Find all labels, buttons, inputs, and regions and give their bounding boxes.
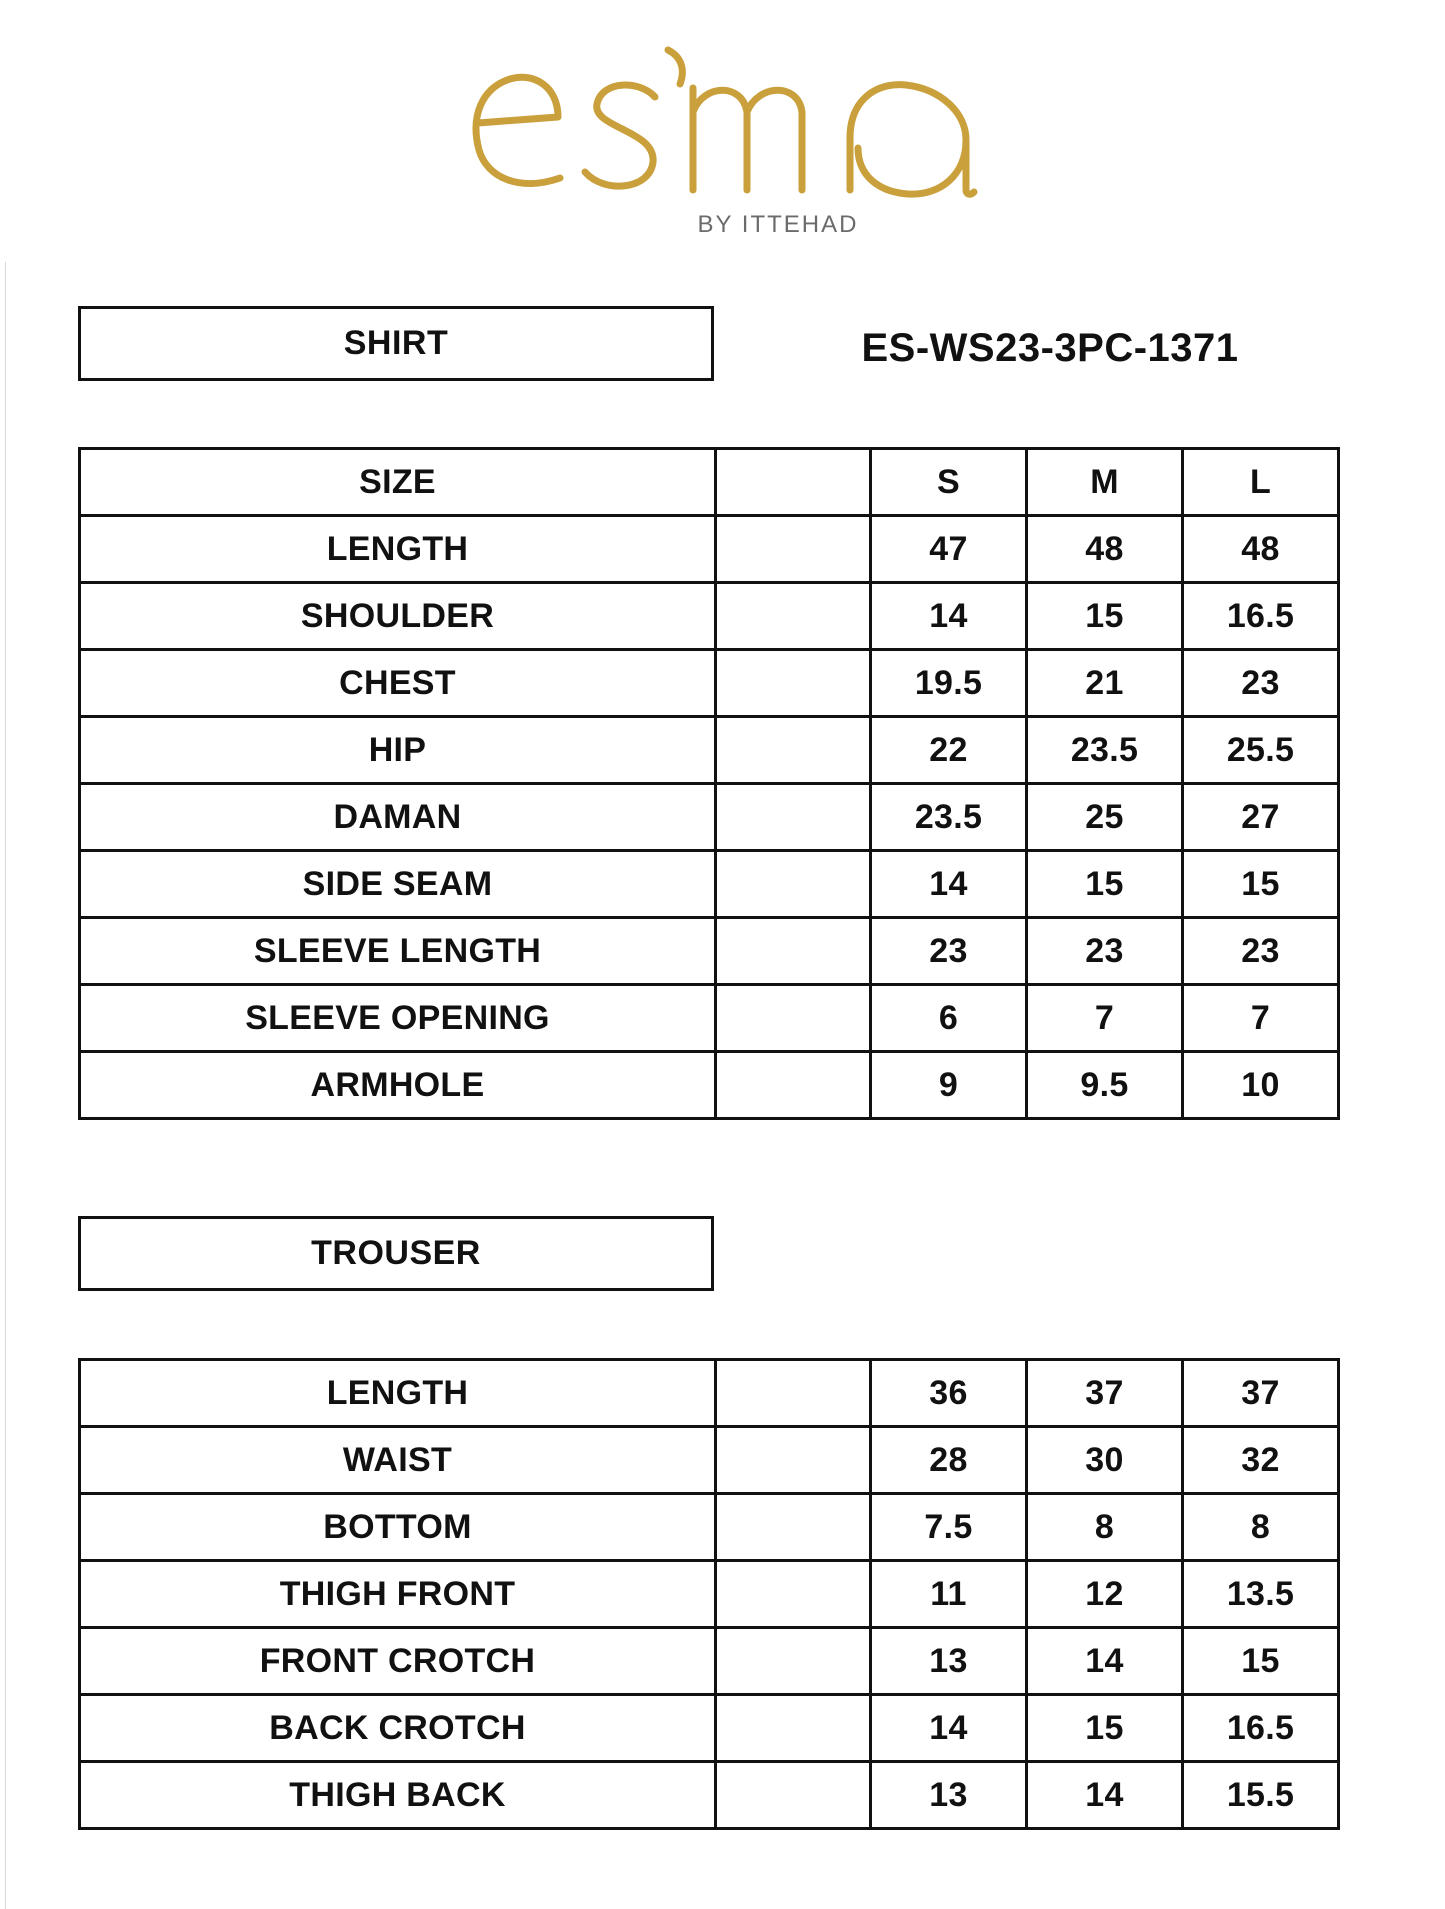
table-row: [80, 918, 1339, 985]
measure-value: 47: [871, 516, 1027, 583]
measure-label: HIP: [80, 717, 716, 784]
measure-value: 32: [1183, 1427, 1339, 1494]
blank-cell: [716, 1695, 871, 1762]
table-row: [80, 1494, 1339, 1561]
measure-value: 8: [1183, 1494, 1339, 1561]
measure-value: 14: [871, 1695, 1027, 1762]
product-code: ES-WS23-3PC-1371: [861, 325, 1239, 370]
blank-cell: [716, 1561, 871, 1628]
measure-label: ARMHOLE: [80, 1052, 716, 1119]
blank-cell: [716, 985, 871, 1052]
blank-cell: [716, 918, 871, 985]
measure-value: 15.5: [1183, 1762, 1339, 1829]
table-row: [80, 1762, 1339, 1829]
table-row: [80, 1628, 1339, 1695]
blank-cell: [716, 1360, 871, 1427]
blank-cell: [716, 650, 871, 717]
shirt-size-table: [78, 447, 1340, 1120]
measure-label: FRONT CROTCH: [80, 1628, 716, 1695]
measure-value: 25.5: [1183, 717, 1339, 784]
measure-value: 37: [1027, 1360, 1183, 1427]
measure-value: 23.5: [871, 784, 1027, 851]
measure-value: 23: [1183, 918, 1339, 985]
measure-value: 37: [1183, 1360, 1339, 1427]
size-header-label: SIZE: [80, 449, 716, 516]
measure-label: LENGTH: [80, 516, 716, 583]
measure-value: 13: [871, 1762, 1027, 1829]
measure-value: 48: [1027, 516, 1183, 583]
size-header-m: M: [1027, 449, 1183, 516]
measure-value: 14: [871, 583, 1027, 650]
brand-logo: [0, 0, 1445, 250]
measure-value: 23: [871, 918, 1027, 985]
measure-label: SIDE SEAM: [80, 851, 716, 918]
measure-value: 8: [1027, 1494, 1183, 1561]
measure-value: 15: [1183, 1628, 1339, 1695]
measure-value: 15: [1027, 1695, 1183, 1762]
measure-value: 48: [1183, 516, 1339, 583]
measure-label: LENGTH: [80, 1360, 716, 1427]
measure-value: 19.5: [871, 650, 1027, 717]
blank-cell: [716, 717, 871, 784]
table-row: [80, 784, 1339, 851]
measure-value: 25: [1027, 784, 1183, 851]
measure-value: 30: [1027, 1427, 1183, 1494]
measure-value: 28: [871, 1427, 1027, 1494]
measure-value: 7: [1027, 985, 1183, 1052]
measure-value: 23.5: [1027, 717, 1183, 784]
measure-value: 15: [1027, 583, 1183, 650]
measure-label: SLEEVE LENGTH: [80, 918, 716, 985]
size-header-l: L: [1183, 449, 1339, 516]
measure-label: SHOULDER: [80, 583, 716, 650]
table-row: [80, 985, 1339, 1052]
measure-value: 16.5: [1183, 583, 1339, 650]
table-row: [80, 516, 1339, 583]
measure-value: 21: [1027, 650, 1183, 717]
measure-value: 10: [1183, 1052, 1339, 1119]
blank-cell: [716, 1052, 871, 1119]
measure-value: 11: [871, 1561, 1027, 1628]
measure-value: 12: [1027, 1561, 1183, 1628]
blank-cell: [716, 1494, 871, 1561]
blank-cell: [716, 784, 871, 851]
measure-value: 15: [1183, 851, 1339, 918]
esma-logo-mark: [0, 0, 1445, 250]
size-header-s: S: [871, 449, 1027, 516]
measure-value: 27: [1183, 784, 1339, 851]
blank-cell: [716, 516, 871, 583]
table-row: [80, 1360, 1339, 1427]
measure-value: 9: [871, 1052, 1027, 1119]
table-header-row: [80, 449, 1339, 516]
measure-value: 14: [871, 851, 1027, 918]
measure-value: 14: [1027, 1762, 1183, 1829]
table-row: [80, 851, 1339, 918]
measure-value: 15: [1027, 851, 1183, 918]
measure-label: BOTTOM: [80, 1494, 716, 1561]
measure-value: 6: [871, 985, 1027, 1052]
page-left-rule: [5, 262, 6, 1909]
table-row: [80, 1052, 1339, 1119]
table-row: [80, 1561, 1339, 1628]
shirt-title: SHIRT: [343, 324, 449, 362]
measure-value: 14: [1027, 1628, 1183, 1695]
trouser-size-table: [78, 1358, 1340, 1830]
blank-cell: [716, 1628, 871, 1695]
measure-value: 36: [871, 1360, 1027, 1427]
trouser-title-box: [78, 1216, 714, 1291]
measure-label: DAMAN: [80, 784, 716, 851]
measure-value: 7.5: [871, 1494, 1027, 1561]
measure-label: THIGH BACK: [80, 1762, 716, 1829]
measure-value: 9.5: [1027, 1052, 1183, 1119]
table-row: [80, 1427, 1339, 1494]
measure-value: 13.5: [1183, 1561, 1339, 1628]
measure-value: 23: [1027, 918, 1183, 985]
blank-cell: [716, 449, 871, 516]
blank-cell: [716, 1427, 871, 1494]
brand-tagline: BY ITTEHAD: [697, 211, 859, 238]
measure-value: 13: [871, 1628, 1027, 1695]
measure-value: 23: [1183, 650, 1339, 717]
table-row: [80, 717, 1339, 784]
blank-cell: [716, 1762, 871, 1829]
trouser-title: TROUSER: [311, 1234, 481, 1272]
measure-value: 22: [871, 717, 1027, 784]
blank-cell: [716, 851, 871, 918]
table-row: [80, 583, 1339, 650]
measure-label: THIGH FRONT: [80, 1561, 716, 1628]
measure-value: 16.5: [1183, 1695, 1339, 1762]
measure-label: SLEEVE OPENING: [80, 985, 716, 1052]
blank-cell: [716, 583, 871, 650]
measure-label: CHEST: [80, 650, 716, 717]
measure-value: 7: [1183, 985, 1339, 1052]
table-row: [80, 650, 1339, 717]
shirt-title-box: [78, 306, 714, 381]
measure-label: BACK CROTCH: [80, 1695, 716, 1762]
measure-label: WAIST: [80, 1427, 716, 1494]
table-row: [80, 1695, 1339, 1762]
